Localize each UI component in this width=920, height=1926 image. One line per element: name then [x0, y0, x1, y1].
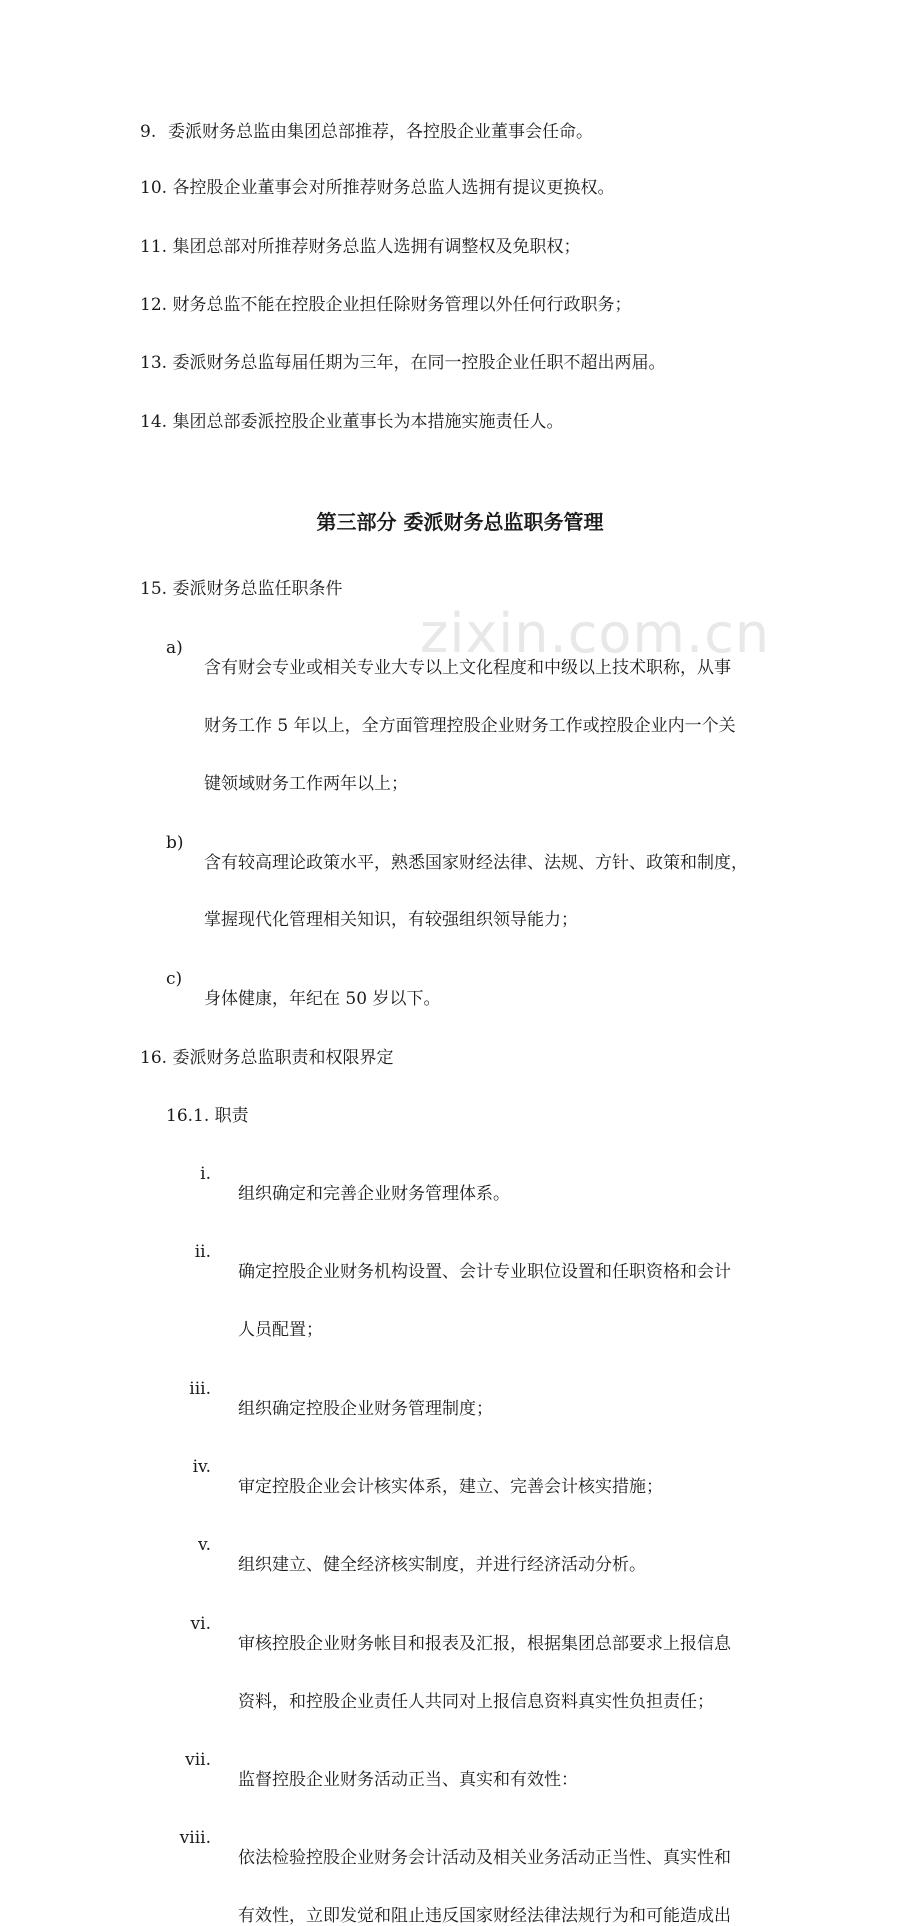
item-text: 各控股企业董事会对所推荐财务总监人选拥有提议更换权。: [172, 178, 615, 198]
item-text: 委派财务总监任职条件: [172, 579, 343, 599]
list-item: [140, 295, 920, 315]
sub-item-text: 掌握现代化管理相关知识，有较强组织领导能力；: [204, 910, 578, 930]
roman-label: vii.: [185, 1750, 211, 1770]
item-number: 16.: [140, 1048, 168, 1068]
roman-text: 依法检验控股企业财务会计活动及相关业务活动正当性、真实性和: [238, 1848, 731, 1868]
item-text: 委派财务总监由集团总部推荐，各控股企业董事会任命。: [168, 122, 593, 142]
roman-label: vi.: [190, 1614, 211, 1634]
sub-heading: [166, 1106, 920, 1126]
roman-text: 审定控股企业会计核实体系，建立、完善会计核实措施；: [238, 1477, 663, 1497]
roman-label: viii.: [179, 1828, 211, 1848]
roman-text: 监督控股企业财务活动正当、真实和有效性：: [238, 1770, 578, 1790]
watermark: zixin.com.cn: [420, 602, 771, 665]
sub-item-label: a): [166, 638, 183, 658]
roman-text: 人员配置；: [238, 1320, 323, 1340]
item-number: 9.: [140, 122, 157, 142]
item-number: 11.: [140, 237, 168, 257]
section-title: 第三部分 委派财务总监职务管理: [316, 510, 604, 534]
roman-text: 组织确定和完善企业财务管理体系。: [238, 1184, 510, 1204]
roman-label: iv.: [192, 1457, 211, 1477]
sub-item-text: 财务工作 5 年以上，全方面管理控股企业财务工作或控股企业内一个关: [204, 716, 736, 736]
roman-label: iii.: [189, 1379, 211, 1399]
item-text: 集团总部委派控股企业董事长为本措施实施责任人。: [172, 412, 564, 432]
roman-text: 有效性，立即发觉和阻止违反国家财经法律法规行为和可能造成出: [238, 1906, 731, 1926]
list-item: [140, 412, 920, 432]
roman-text: 资料，和控股企业责任人共同对上报信息资料真实性负担责任；: [238, 1692, 714, 1712]
item-number: 10.: [140, 178, 168, 198]
item-number: 12.: [140, 295, 168, 315]
roman-text: 组织确定控股企业财务管理制度；: [238, 1399, 493, 1419]
list-item: [140, 1048, 920, 1068]
roman-text: 确定控股企业财务机构设置、会计专业职位设置和任职资格和会计: [238, 1262, 731, 1282]
sub-item-label: c): [166, 969, 183, 989]
sub-heading-text: 职责: [214, 1106, 249, 1126]
sub-item-text: 键领域财务工作两年以上；: [204, 774, 408, 794]
item-text: 财务总监不能在控股企业担任除财务管理以外任何行政职务；: [172, 295, 632, 315]
roman-text: 组织建立、健全经济核实制度，并进行经济活动分析。: [238, 1555, 646, 1575]
sub-heading-number: 16.1.: [166, 1106, 210, 1126]
roman-label: i.: [200, 1164, 211, 1184]
list-item: [140, 353, 920, 373]
roman-label: ii.: [194, 1242, 211, 1262]
item-number: 14.: [140, 412, 168, 432]
list-item: [140, 237, 920, 257]
item-number: 15.: [140, 579, 168, 599]
list-item: [140, 579, 920, 599]
list-item: [140, 178, 920, 198]
item-number: 13.: [140, 353, 168, 373]
item-text: 集团总部对所推荐财务总监人选拥有调整权及免职权；: [172, 237, 581, 257]
list-item: [140, 122, 920, 142]
sub-item-label: b): [166, 833, 184, 853]
sub-item-text: 身体健康，年纪在 50 岁以下。: [204, 989, 441, 1009]
roman-label: v.: [198, 1535, 211, 1555]
sub-item-text: 含有较高理论政策水平，熟悉国家财经法律、法规、方针、政策和制度，: [204, 853, 748, 873]
item-text: 委派财务总监每届任期为三年，在同一控股企业任职不超出两届。: [172, 353, 666, 373]
item-text: 委派财务总监职责和权限界定: [172, 1048, 394, 1068]
roman-text: 审核控股企业财务帐目和报表及汇报，根据集团总部要求上报信息: [238, 1634, 731, 1654]
sub-item-text: 含有财会专业或相关专业大专以上文化程度和中级以上技术职称，从事: [204, 658, 731, 678]
